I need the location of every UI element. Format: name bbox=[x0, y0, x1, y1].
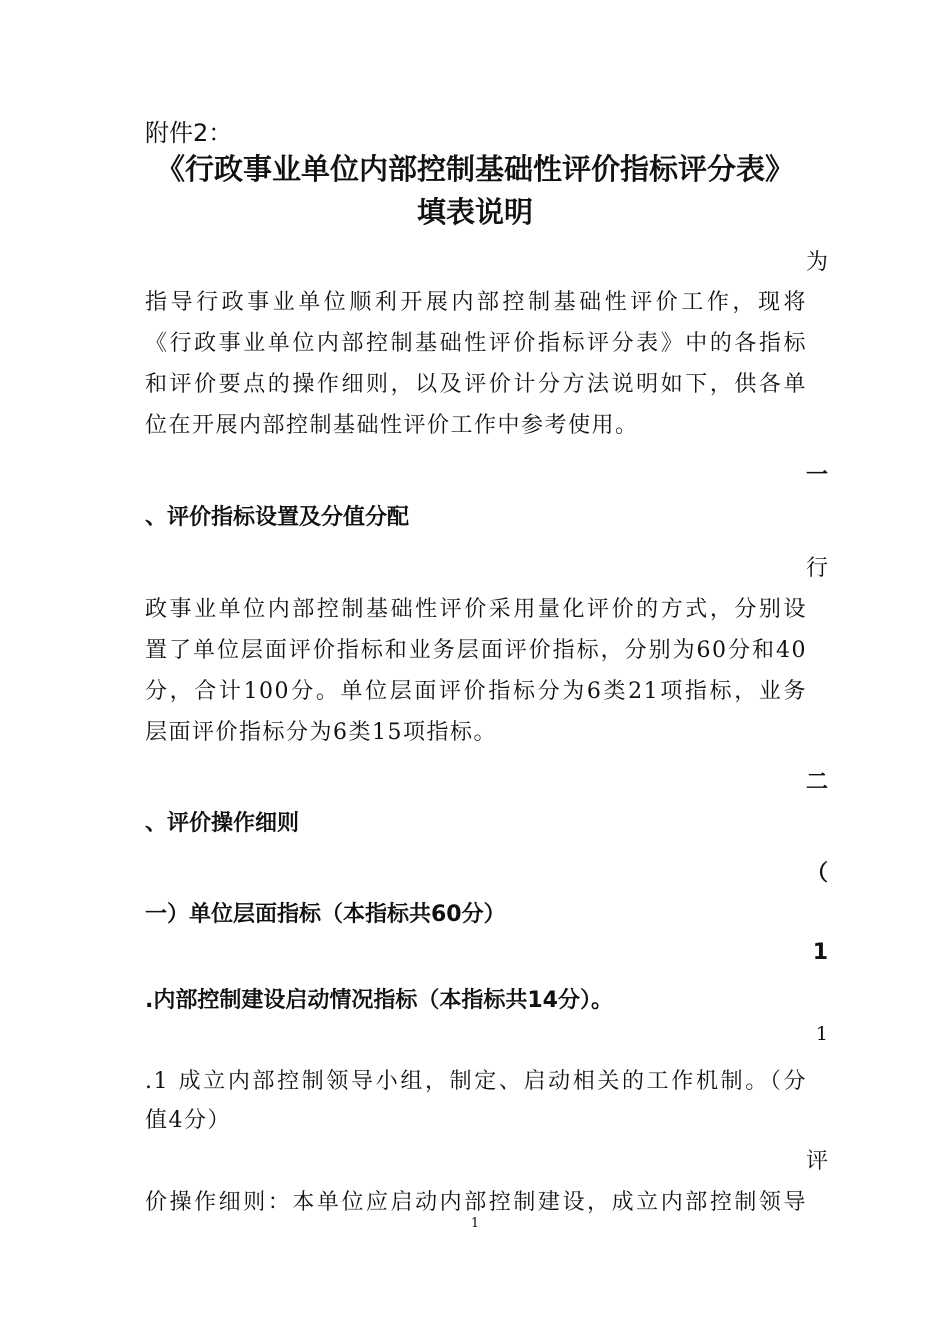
item11-line: .1 成立内部控制领导小组，制定、启动相关的工作机制。（分 bbox=[145, 1069, 807, 1094]
intro-first-char: 为 bbox=[805, 250, 828, 275]
subsection-heading: 一）单位层面指标（本指标共60分） bbox=[145, 902, 506, 927]
section1-line: 层面评价指标分为6类15项指标。 bbox=[145, 720, 497, 745]
section1-first-char: 行 bbox=[805, 556, 828, 581]
intro-line: 位在开展内部控制基础性评价工作中参考使用。 bbox=[145, 413, 639, 438]
page-number: 1 bbox=[470, 1216, 480, 1231]
document-subtitle: 填表说明 bbox=[416, 195, 533, 229]
item11-number: 1 bbox=[815, 1023, 828, 1045]
section1-line: 政事业单位内部控制基础性评价采用量化评价的方式，分别设 bbox=[145, 597, 807, 622]
intro-line: 指导行政事业单位顺利开展内部控制基础性评价工作，现将 bbox=[145, 290, 807, 315]
section1-number: 一 bbox=[805, 463, 828, 488]
detail-first-char: 评 bbox=[805, 1149, 828, 1174]
item1-number: 1 bbox=[812, 940, 828, 965]
section1-heading: 、评价指标设置及分值分配 bbox=[145, 505, 410, 530]
attachment-label: 附件2： bbox=[145, 119, 233, 147]
intro-line: 和评价要点的操作细则，以及评价计分方法说明如下，供各单 bbox=[145, 372, 807, 397]
detail-line: 价操作细则：本单位应启动内部控制建设，成立内部控制领导 bbox=[145, 1190, 807, 1215]
subsection-number: （ bbox=[805, 861, 828, 886]
document-title: 《行政事业单位内部控制基础性评价指标评分表》 bbox=[155, 152, 794, 186]
section2-heading: 、评价操作细则 bbox=[145, 811, 300, 836]
section1-line: 分，合计100分。单位层面评价指标分为6类21项指标，业务 bbox=[145, 679, 807, 704]
section2-number: 二 bbox=[805, 770, 828, 795]
section1-line: 置了单位层面评价指标和业务层面评价指标，分别为60分和40 bbox=[145, 638, 807, 663]
item1-heading: .内部控制建设启动情况指标（本指标共14分）。 bbox=[145, 988, 613, 1013]
intro-line: 《行政事业单位内部控制基础性评价指标评分表》中的各指标 bbox=[145, 331, 807, 356]
item11-line: 值4分） bbox=[145, 1108, 231, 1133]
